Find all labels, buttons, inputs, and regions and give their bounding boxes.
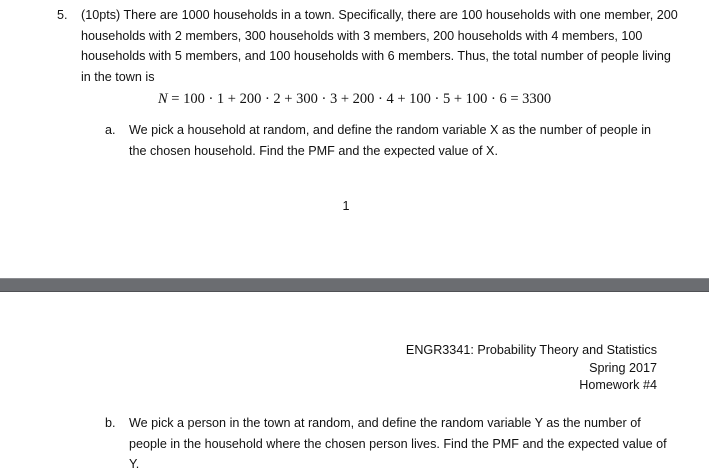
question-text: (10pts) There are 1000 households in a town. Specifically, there are 100 households with one member, 200 households with 2 members, 300 households with 3 members, 200 households with 4 members, 100 households with 5 members, and 100 households with 6 members. Thus, the total number of people living in the town is — [81, 8, 678, 84]
page-number: 1 — [342, 199, 350, 213]
equation-expression: = 100 · 1 + 200 · 2 + 300 · 3 + 200 · 4 + 100 · 5 + 100 · 6 = 3300 — [171, 91, 552, 107]
question-number: 5. — [57, 8, 68, 22]
course-title: ENGR3341: Probability Theory and Statistics — [405, 343, 657, 357]
part-a-letter: a. — [105, 123, 116, 137]
total-people-equation — [158, 89, 551, 109]
page-divider — [0, 278, 709, 292]
part-a-text: We pick a household at random, and define the random variable X as the number of people in the chosen household. Find the PMF and the expected value of X. — [129, 123, 652, 158]
page-two — [0, 292, 709, 472]
part-b-text: We pick a person in the town at random, and define the random variable Y as the number of people in the household where the chosen person lives. Find the PMF and the expected value of Y. — [129, 416, 667, 471]
part-b-letter: b. — [105, 416, 116, 430]
course-term: Spring 2017 — [589, 360, 657, 375]
assignment-title: Homework #4 — [579, 378, 657, 392]
equation-variable: N — [158, 91, 168, 107]
page-header — [406, 342, 657, 395]
